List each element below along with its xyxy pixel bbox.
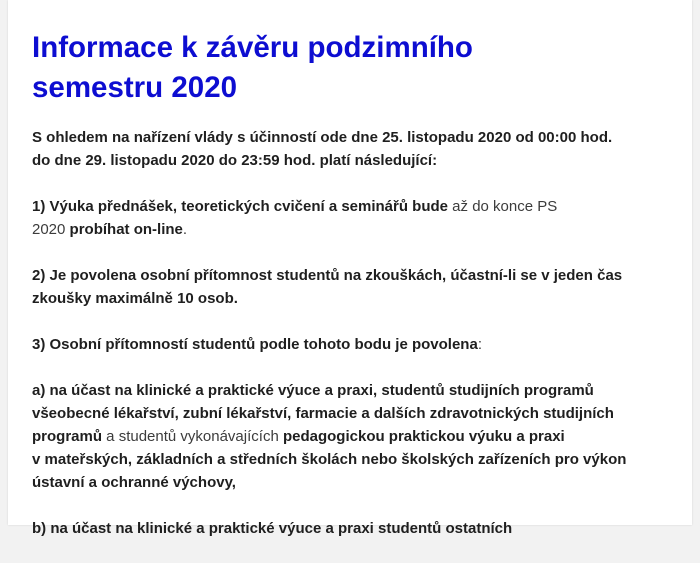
p3-part-b: : (477, 336, 482, 353)
title-line-2: semestru 2020 (32, 71, 238, 104)
paragraph-3 (32, 333, 668, 356)
page-title (32, 28, 668, 108)
pa-line-3a: programů (32, 428, 103, 445)
pa-line-3c: pedagogickou praktickou výuku a praxi (278, 428, 565, 445)
paragraph-b (32, 517, 668, 540)
pa-line-4: v mateřských, základních a středních školách nebo školských zařízeních pro výkon (32, 451, 627, 468)
paragraph-a (32, 379, 668, 494)
intro-line-2: do dne 29. listopadu 2020 do 23:59 hod. platí následující: (32, 152, 438, 169)
pb-line-1: b) na účast na klinické a praktické výuce a praxi studentů ostatních (32, 520, 513, 537)
p3-part-a: 3) Osobní přítomností studentů podle tohoto bodu je povolena (32, 336, 478, 353)
p1-part-e: . (182, 221, 188, 238)
article-body (32, 126, 668, 540)
p1-part-a: 1) Výuka přednášek, teoretických cvičení a seminářů bude (32, 198, 449, 215)
p2-line-2: zkoušky maximálně 10 osob. (32, 290, 238, 307)
pa-line-3b: a studentů vykonávajících (102, 428, 279, 445)
intro-paragraph (32, 126, 668, 172)
article-content (32, 28, 668, 563)
intro-line-1: S ohledem na nařízení vlády s účinností ode dne 25. listopadu 2020 od 00:00 hod. (32, 129, 613, 146)
pa-line-1: a) na účast na klinické a praktické výuce a praxi, studentů studijních programů (32, 382, 594, 399)
p1-part-d: probíhat on-line (65, 221, 183, 238)
title-line-1: Informace k závěru podzimního (32, 31, 473, 64)
paragraph-2 (32, 264, 668, 310)
p1-part-b: až do konce PS (448, 198, 558, 215)
pa-line-5: ústavní a ochranné výchovy, (32, 474, 236, 491)
p2-line-1: 2) Je povolena osobní přítomnost studentů na zkouškách, účastní-li se v jeden čas (32, 267, 623, 284)
p1-part-c: 2020 (32, 221, 66, 238)
article-card (8, 0, 692, 537)
pa-line-2: všeobecné lékařství, zubní lékařství, farmacie a dalších zdravotnických studijních (32, 405, 614, 422)
paragraph-1 (32, 195, 668, 241)
